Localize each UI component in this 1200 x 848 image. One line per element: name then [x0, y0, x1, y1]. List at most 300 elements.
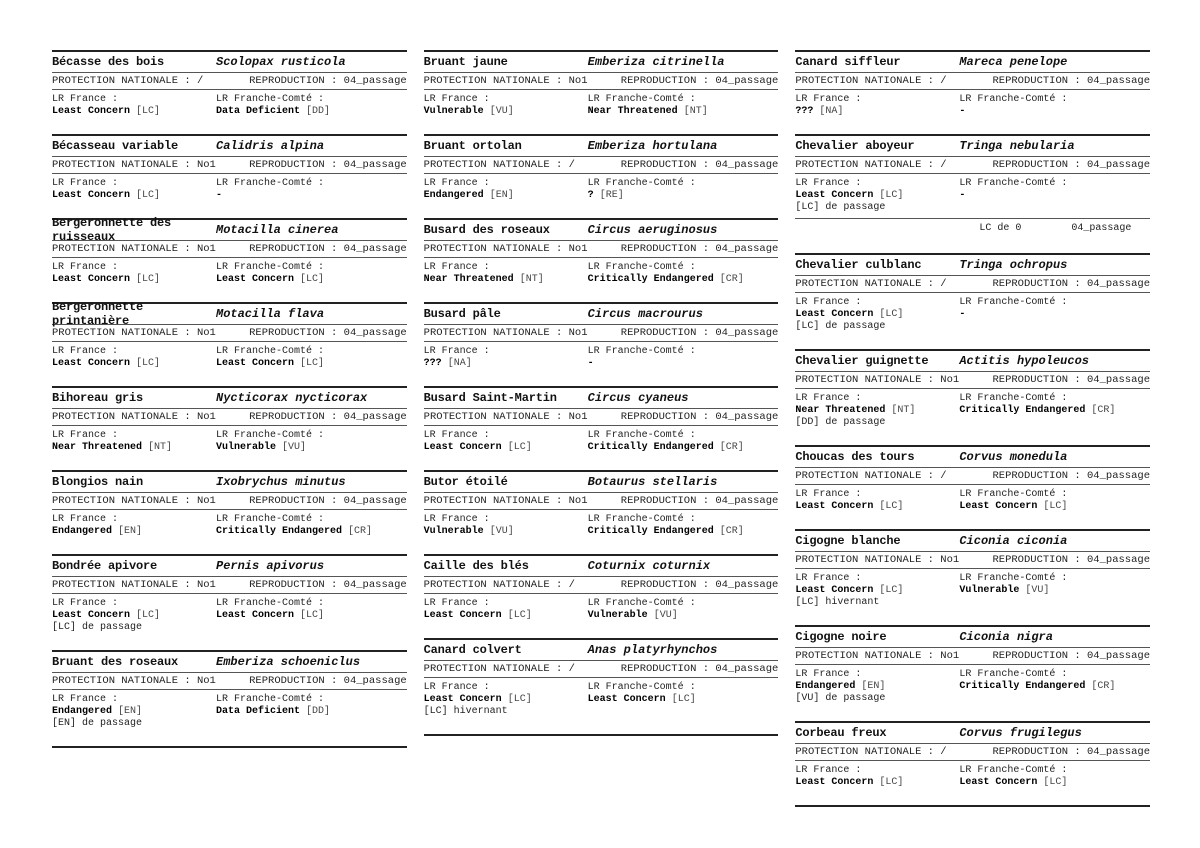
column-3 [795, 50, 1150, 807]
protection-label: PROTECTION NATIONALE : [795, 159, 934, 171]
lr-france-status [52, 526, 216, 538]
reproduction-value: 04_passage [343, 327, 407, 339]
lr-france-label: LR France : [795, 393, 862, 404]
lr-fc-label: LR Franche-Comté : [587, 430, 696, 441]
common-name: Chevalier aboyeur [795, 139, 915, 153]
protection-label: PROTECTION NATIONALE : [423, 243, 563, 255]
lr-fc-status [216, 706, 407, 718]
species-card [52, 50, 407, 118]
reproduction-value: 04_passage [1087, 746, 1151, 758]
lr-fc-status [216, 358, 407, 370]
scientific-name: Emberiza citrinella [587, 55, 725, 69]
protection-row [795, 552, 1150, 569]
lr-fc-status [216, 190, 407, 202]
lr-fc-label: LR Franche-Comté : [587, 346, 696, 357]
common-name: Caille des blés [423, 559, 529, 573]
reproduction-label: REPRODUCTION : [620, 327, 710, 339]
scientific-name: Corvus monedula [959, 450, 1068, 464]
redlist-row [795, 389, 1150, 429]
lr-fc-status [959, 190, 1150, 202]
lr-fc-status [959, 777, 1150, 789]
scientific-name: Scolopax rusticola [216, 55, 346, 69]
lr-fc-status-text: Critically Endangered [587, 274, 714, 285]
protection-label: PROTECTION NATIONALE : [795, 746, 934, 758]
lr-france-status [424, 610, 588, 622]
species-header [52, 652, 407, 673]
lr-fc-status-text: Vulnerable [587, 610, 648, 621]
lr-fc-code: [DD] [306, 106, 331, 117]
lr-france-status [795, 777, 959, 789]
protection-row [52, 325, 407, 342]
protection-status [52, 411, 216, 423]
lr-fc-status-text: Critically Endangered [587, 442, 714, 453]
lr-fc-status-text: Least Concern [216, 358, 295, 369]
lr-franche-comte [216, 430, 407, 454]
reproduction-value: 04_passage [1087, 374, 1151, 386]
protection-status [424, 411, 588, 423]
lr-fc-code: [VU] [1025, 585, 1050, 596]
species-card [795, 721, 1150, 789]
scientific-name: Emberiza hortulana [587, 139, 718, 153]
lr-fc-status-text: Least Concern [959, 777, 1038, 788]
scientific-name: Circus macrourus [587, 307, 703, 321]
protection-status [795, 746, 959, 758]
lr-franche-comte [959, 393, 1150, 429]
lr-france-code: [LC] [879, 501, 904, 512]
lr-france-label: LR France : [795, 573, 862, 584]
reproduction-status [588, 411, 779, 423]
lr-france-status [424, 526, 588, 538]
redlist-row [795, 90, 1150, 118]
lr-france-label: LR France : [52, 430, 119, 441]
protection-label: PROTECTION NATIONALE : [52, 327, 191, 339]
protection-value: / [940, 278, 947, 290]
lr-fc-status-text: - [959, 309, 966, 320]
lr-france-note: [LC] de passage [795, 202, 886, 213]
lr-fc-status [588, 610, 779, 622]
lr-franche-comte [588, 514, 779, 538]
protection-row [52, 157, 407, 174]
lr-france-status-text: Least Concern [52, 106, 131, 117]
lr-fc-status-text: Critically Endangered [959, 681, 1086, 692]
reproduction-label: REPRODUCTION : [249, 495, 338, 507]
protection-value: / [940, 75, 947, 87]
lr-fc-code: [CR] [719, 274, 744, 285]
lr-fc-label: LR Franche-Comté : [216, 694, 325, 705]
protection-status [52, 495, 216, 507]
scientific-name: Botaurus stellaris [587, 475, 718, 489]
reproduction-status [216, 411, 407, 423]
extra-row [795, 218, 1150, 237]
reproduction-status [959, 650, 1150, 662]
species-header [424, 388, 779, 409]
protection-label: PROTECTION NATIONALE : [52, 243, 191, 255]
species-header [52, 216, 407, 244]
lr-franche-comte [216, 178, 407, 202]
common-name: Chevalier culblanc [795, 258, 922, 272]
species-header [795, 255, 1150, 276]
scientific-name: Mareca penelope [959, 55, 1068, 69]
species-header [795, 531, 1150, 552]
lr-france-note: [LC] hivernant [795, 597, 880, 608]
lr-france-status-text: Endangered [52, 526, 113, 537]
lr-france [424, 430, 588, 454]
lr-france-label: LR France : [52, 598, 119, 609]
lr-fc-status [588, 274, 779, 286]
species-card [52, 218, 407, 286]
reproduction-status [216, 327, 407, 339]
lr-france-label: LR France : [423, 262, 490, 273]
protection-row [795, 372, 1150, 389]
extra-row-values [959, 223, 1131, 234]
lr-fc-label: LR Franche-Comté : [216, 430, 325, 441]
protection-row [52, 673, 407, 690]
lr-france-note: [LC] hivernant [423, 706, 508, 717]
lr-france [52, 598, 216, 634]
protection-status [424, 663, 588, 675]
lr-france-label: LR France : [423, 94, 490, 105]
lr-france-status [795, 106, 959, 118]
protection-status [424, 579, 588, 591]
lr-france-status [424, 694, 588, 706]
lr-fc-label: LR Franche-Comté : [587, 514, 696, 525]
species-header [52, 136, 407, 157]
protection-label: PROTECTION NATIONALE : [52, 159, 191, 171]
lr-fc-status-text: Near Threatened [587, 106, 678, 117]
species-card [424, 50, 779, 118]
redlist-row [52, 342, 407, 370]
protection-label: PROTECTION NATIONALE : [423, 75, 563, 87]
reproduction-status [588, 579, 779, 591]
protection-value: No1 [568, 495, 588, 507]
reproduction-status [588, 75, 779, 87]
reproduction-status [216, 243, 407, 255]
protection-value: / [568, 663, 575, 675]
scientific-name: Motacilla flava [216, 307, 325, 321]
common-name: Bruant jaune [423, 55, 508, 69]
lr-france-label: LR France : [423, 346, 490, 357]
lr-france-code: [LC] [507, 610, 532, 621]
protection-status [424, 159, 588, 171]
common-name: Busard des roseaux [423, 223, 550, 237]
lr-fc-label: LR Franche-Comté : [959, 489, 1068, 500]
lr-fc-status-text: - [959, 190, 966, 201]
lr-franche-comte [588, 94, 779, 118]
lr-france-code: [LC] [136, 106, 161, 117]
lr-france-status-text: Endangered [423, 190, 484, 201]
reproduction-label: REPRODUCTION : [992, 374, 1081, 386]
common-name: Chevalier guignette [795, 354, 929, 368]
protection-row [424, 409, 779, 426]
protection-label: PROTECTION NATIONALE : [52, 579, 191, 591]
protection-status [52, 675, 216, 687]
protection-value: No1 [940, 554, 960, 566]
lr-fc-status-text: Critically Endangered [216, 526, 343, 537]
reproduction-label: REPRODUCTION : [249, 579, 338, 591]
protection-row [795, 744, 1150, 761]
species-header [795, 136, 1150, 157]
lr-fc-status-text: Least Concern [216, 610, 295, 621]
lr-france-code: [VU] [489, 526, 514, 537]
species-sheet [52, 50, 1150, 807]
lr-fc-label: LR Franche-Comté : [959, 297, 1068, 308]
common-name: Bruant des roseaux [52, 655, 179, 669]
lr-france [52, 694, 216, 730]
lr-france-code: [EN] [118, 526, 143, 537]
protection-value: / [940, 470, 947, 482]
scientific-name: Coturnix coturnix [587, 559, 711, 573]
scientific-name: Actitis hypoleucos [959, 354, 1089, 368]
lr-fc-code: [CR] [348, 526, 373, 537]
protection-value: No1 [568, 327, 588, 339]
reproduction-status [959, 159, 1150, 171]
lr-fc-code: [LC] [1043, 777, 1068, 788]
common-name: Choucas des tours [795, 450, 915, 464]
protection-status [52, 75, 216, 87]
lr-fc-status [959, 585, 1150, 597]
common-name: Bergeronnette des ruisseaux [52, 216, 172, 244]
lr-fc-label: LR Franche-Comté : [587, 682, 696, 693]
lr-fc-label: LR Franche-Comté : [216, 178, 325, 189]
lr-france-note: [EN] de passage [52, 718, 143, 729]
lr-fc-label: LR Franche-Comté : [587, 178, 696, 189]
lr-france-status-text: Vulnerable [423, 526, 484, 537]
lr-france [424, 514, 588, 538]
lr-franche-comte [216, 94, 407, 118]
reproduction-value: 04_passage [715, 75, 779, 87]
scientific-name: Calidris alpina [216, 139, 325, 153]
lr-france-code: [LC] [879, 190, 904, 201]
lr-france-code: [NA] [819, 106, 844, 117]
lr-fc-status-text: - [587, 358, 594, 369]
lr-france-status [795, 585, 959, 597]
protection-row [795, 648, 1150, 665]
redlist-row [795, 569, 1150, 609]
protection-status [795, 159, 959, 171]
lr-fc-status-text: Data Deficient [216, 106, 301, 117]
protection-label: PROTECTION NATIONALE : [52, 75, 191, 87]
protection-status [52, 159, 216, 171]
lr-fc-status [588, 526, 779, 538]
lr-france [424, 94, 588, 118]
lr-france-label: LR France : [423, 178, 490, 189]
reproduction-label: REPRODUCTION : [992, 159, 1081, 171]
redlist-row [424, 678, 779, 718]
species-card [52, 554, 407, 634]
lr-fc-label: LR Franche-Comté : [216, 514, 325, 525]
species-card [795, 50, 1150, 118]
lr-fc-status [216, 106, 407, 118]
species-card [52, 386, 407, 454]
lr-france-status-text: Endangered [52, 706, 113, 717]
lr-fc-label: LR Franche-Comté : [216, 94, 325, 105]
lr-france [52, 430, 216, 454]
protection-row [52, 241, 407, 258]
reproduction-value: 04_passage [343, 243, 407, 255]
lr-franche-comte [216, 346, 407, 370]
lr-france [52, 262, 216, 286]
species-card [424, 302, 779, 370]
redlist-row [52, 174, 407, 202]
lr-france-code: [LC] [507, 442, 532, 453]
lr-france-code: [NA] [447, 358, 472, 369]
lr-france-status-text: Least Concern [423, 442, 502, 453]
common-name: Bruant ortolan [423, 139, 522, 153]
common-name: Cigogne blanche [795, 534, 901, 548]
scientific-name: Circus cyaneus [587, 391, 689, 405]
reproduction-value: 04_passage [1087, 159, 1151, 171]
reproduction-label: REPRODUCTION : [620, 495, 710, 507]
scientific-name: Tringa ochropus [959, 258, 1068, 272]
reproduction-label: REPRODUCTION : [620, 411, 710, 423]
reproduction-status [588, 495, 779, 507]
protection-label: PROTECTION NATIONALE : [423, 663, 563, 675]
lr-france-label: LR France : [52, 262, 119, 273]
protection-status [424, 327, 588, 339]
lr-france-status-text: Least Concern [423, 694, 502, 705]
lr-france [795, 489, 959, 513]
lr-france [424, 598, 588, 622]
protection-row [424, 73, 779, 90]
lr-franche-comte [959, 765, 1150, 789]
reproduction-status [959, 470, 1150, 482]
protection-row [52, 73, 407, 90]
protection-status [795, 470, 959, 482]
redlist-row [795, 665, 1150, 705]
common-name: Bondrée apivore [52, 559, 158, 573]
reproduction-label: REPRODUCTION : [992, 746, 1081, 758]
protection-status [424, 75, 588, 87]
lr-franche-comte [216, 262, 407, 286]
lr-fc-status [588, 106, 779, 118]
lr-france-status [424, 442, 588, 454]
reproduction-label: REPRODUCTION : [249, 75, 338, 87]
redlist-row [52, 90, 407, 118]
species-card [424, 386, 779, 454]
protection-label: PROTECTION NATIONALE : [795, 470, 934, 482]
protection-label: PROTECTION NATIONALE : [795, 374, 934, 386]
lr-france-code: [LC] [136, 358, 161, 369]
common-name: Bihoreau gris [52, 391, 144, 405]
lr-fc-label: LR Franche-Comté : [959, 94, 1068, 105]
species-header [52, 472, 407, 493]
lr-france-code: [LC] [879, 585, 904, 596]
lr-fc-label: LR Franche-Comté : [587, 94, 696, 105]
lr-franche-comte [959, 94, 1150, 118]
protection-row [424, 325, 779, 342]
lr-fc-label: LR Franche-Comté : [959, 573, 1068, 584]
scientific-name: Anas platyrhynchos [587, 643, 718, 657]
protection-row [424, 493, 779, 510]
protection-label: PROTECTION NATIONALE : [423, 579, 563, 591]
lr-fc-status-text: Data Deficient [216, 706, 301, 717]
reproduction-label: REPRODUCTION : [620, 159, 710, 171]
lr-france-code: [LC] [136, 610, 161, 621]
species-header [52, 388, 407, 409]
lr-france-status-text: Near Threatened [423, 274, 514, 285]
lr-france [795, 669, 959, 705]
protection-value: / [196, 75, 204, 87]
lr-fc-label: LR Franche-Comté : [959, 765, 1068, 776]
lr-franche-comte [588, 682, 779, 718]
lr-franche-comte [588, 178, 779, 202]
lr-france [424, 178, 588, 202]
protection-value: No1 [568, 243, 588, 255]
lr-france-status-text: Least Concern [423, 610, 502, 621]
species-header [52, 300, 407, 328]
lr-france-status [795, 501, 959, 513]
reproduction-status [588, 243, 779, 255]
reproduction-label: REPRODUCTION : [620, 579, 710, 591]
column-end-rule [52, 746, 407, 748]
lr-fc-status [216, 610, 407, 622]
common-name: Blongios nain [52, 475, 144, 489]
lr-fc-status [588, 358, 779, 370]
protection-value: No1 [196, 411, 216, 423]
scientific-name: Pernis apivorus [216, 559, 325, 573]
lr-france-status [52, 190, 216, 202]
reproduction-label: REPRODUCTION : [992, 554, 1081, 566]
redlist-row [424, 594, 779, 622]
redlist-row [424, 258, 779, 286]
lr-franche-comte [588, 346, 779, 370]
lr-fc-code: [RE] [599, 190, 624, 201]
reproduction-value: 04_passage [1087, 650, 1151, 662]
lr-france-status [424, 106, 588, 118]
lr-franche-comte [959, 178, 1150, 214]
protection-value: No1 [196, 495, 216, 507]
reproduction-label: REPRODUCTION : [992, 278, 1081, 290]
lr-fc-status-text: Vulnerable [216, 442, 277, 453]
lr-france-label: LR France : [795, 765, 862, 776]
column-2 [424, 50, 779, 807]
redlist-row [52, 510, 407, 538]
lr-france-status [52, 274, 216, 286]
lr-france-label: LR France : [52, 94, 119, 105]
lr-france-code: [LC] [879, 309, 904, 320]
lr-france-status-text: Near Threatened [52, 442, 143, 453]
species-header [424, 304, 779, 325]
species-header [795, 723, 1150, 744]
protection-label: PROTECTION NATIONALE : [52, 495, 191, 507]
species-header [424, 640, 779, 661]
lr-fc-status-text: ? [587, 190, 594, 201]
lr-fc-label: LR Franche-Comté : [959, 178, 1068, 189]
common-name: Busard pâle [423, 307, 501, 321]
lr-fc-code: [CR] [1091, 681, 1116, 692]
lr-fc-code: [VU] [653, 610, 678, 621]
reproduction-status [216, 495, 407, 507]
lr-franche-comte [959, 297, 1150, 333]
protection-value: No1 [196, 243, 216, 255]
lr-fc-code: [CR] [719, 442, 744, 453]
lr-france-status [795, 309, 959, 321]
protection-label: PROTECTION NATIONALE : [795, 650, 934, 662]
species-header [52, 556, 407, 577]
protection-label: PROTECTION NATIONALE : [423, 159, 563, 171]
lr-france-label: LR France : [52, 694, 119, 705]
lr-france-status-text: Least Concern [52, 358, 131, 369]
species-card [795, 253, 1150, 333]
reproduction-value: 04_passage [715, 411, 779, 423]
protection-row [52, 409, 407, 426]
common-name: Corbeau freux [795, 726, 887, 740]
lr-fc-status [216, 274, 407, 286]
lr-france-label: LR France : [795, 669, 862, 680]
lr-fc-status [588, 694, 779, 706]
protection-value: No1 [568, 411, 588, 423]
lr-fc-label: LR Franche-Comté : [216, 598, 325, 609]
